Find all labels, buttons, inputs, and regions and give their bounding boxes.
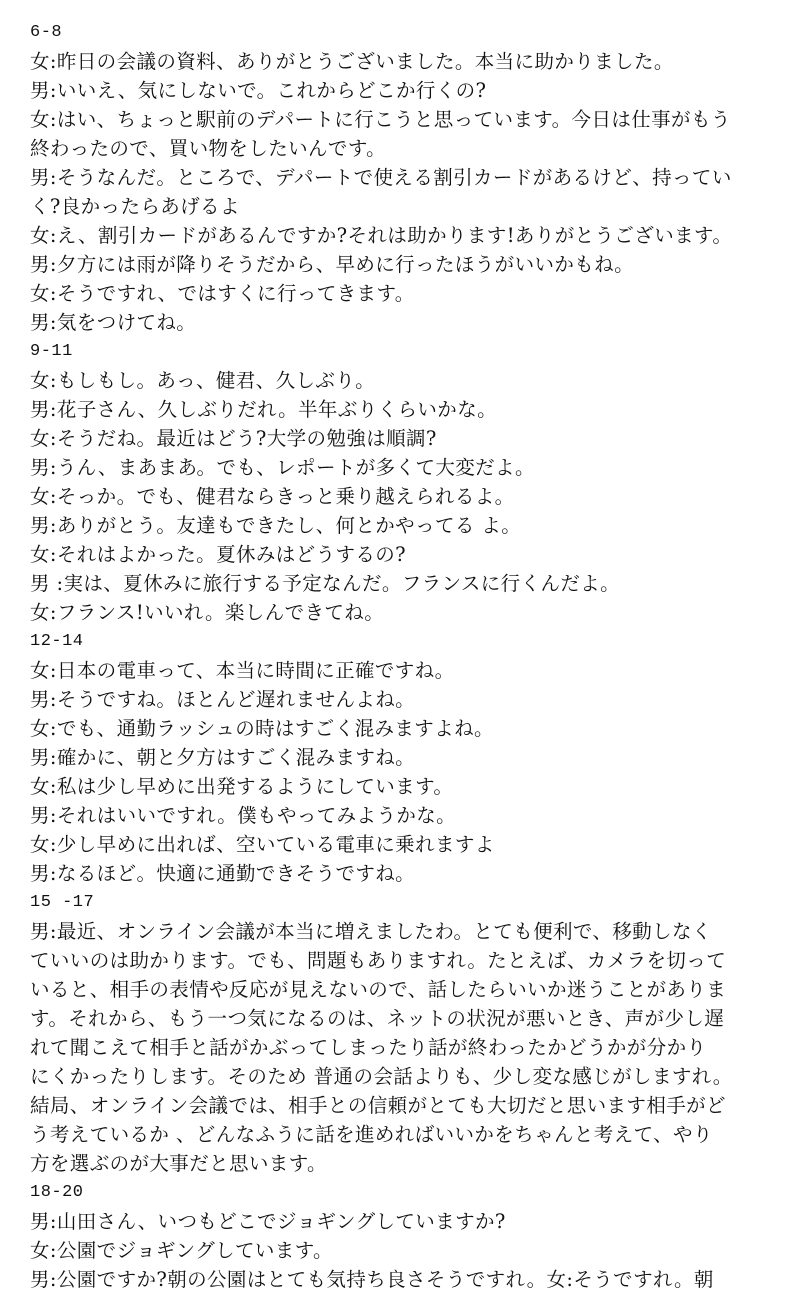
dialogue-line: 女:それはよかった。夏休みはどうするの? [30,543,407,566]
dialogue-line: 女:もしもし。あっ、健君、久しぶり。 [30,369,376,392]
dialogue-line: う考えているか 、どんなふうに話を進めればいいかをちゃんと考えて、やり [30,1123,713,1146]
dialogue-line: 女:日本の電車って、本当に時間に正確ですね。 [30,659,455,682]
dialogue-line: 女:昨日の会議の資料、ありがとうございました。本当に助かりました。 [30,50,674,73]
dialogue-line: 女:公園でジョギングしています。 [30,1239,333,1262]
dialogue-line: 男:気をつけてね。 [30,311,197,334]
dialogue-line: 男 :実は、夏休みに旅行する予定なんだ。フランスに行くんだよ。 [30,572,621,595]
dialogue-line: 女:私は少し早めに出発するようにしています。 [30,775,454,798]
dialogue-line: 女:そうですれ、ではすくに行ってきます。 [30,282,415,305]
dialogue-line: 女:フランス!いいれ。楽しんできてね。 [30,601,385,624]
dialogue-line: 女:え、割引カードがあるんですか?それは助かります!ありがとうございます。 [30,224,733,247]
dialogue-line: く?良かったらあげるよ [30,195,240,218]
dialogue-line: 女:はい、ちょっと駅前のデパートに行こうと思っています。今日は仕事がもう [30,108,731,131]
section-header: 9-11 [30,342,73,361]
dialogue-line: 女:そっか。でも、健君ならきっと乗り越えられるよ。 [30,485,515,508]
dialogue-line: 女:でも、通勤ラッシュの時はすごく混みますよね。 [30,717,494,740]
section-header: 18-20 [30,1183,84,1202]
dialogue-line: 男:いいえ、気にしないで。これからどこか行くの? [30,79,487,102]
dialogue-line: 男:そうですね。ほとんど遅れませんよね。 [30,688,416,711]
dialogue-line: 男:夕方には雨が降りそうだから、早めに行ったほうがいいかもね。 [30,253,634,276]
dialogue-line: 女:そうだね。最近はどう?大学の勉強は順調? [30,427,437,450]
dialogue-line: 男:それはいいですれ。僕もやってみようかな。 [30,804,457,827]
dialogue-line: 男:確かに、朝と夕方はすごく混みますね。 [30,746,416,769]
dialogue-line: 男:うん、まあまあ。でも、レポートが多くて大変だよ。 [30,456,535,479]
dialogue-line: 男:そうなんだ。ところで、デパートで使える割引カードがあるけど、持ってい [30,166,732,189]
dialogue-line: れて聞こえて相手と話がかぶってしまったり話が終わったかどうかが分かり [30,1036,707,1059]
section-header: 12-14 [30,632,84,651]
dialogue-line: 結局、オンライン会議では、相手との信頼がとても大切だと思います相手がど [30,1094,726,1117]
dialogue-line: 男:ありがとう。友達もできたし、何とかやってる よ。 [30,514,522,537]
dialogue-line: いると、相手の表情や反応が見えないので、話したらいいか迷うことがありま [30,978,727,1001]
dialogue-line: にくかったりします。そのため 普通の会話よりも、少し変な感じがしますれ。 [30,1065,733,1088]
dialogue-line: 男:花子さん、久しぶりだれ。半年ぶりくらいかな。 [30,398,498,421]
dialogue-line: 方を選ぶのが大事だと思います。 [30,1152,327,1175]
dialogue-line: 終わったので、買い物をしたいんです。 [30,137,387,160]
dialogue-line: 男:山田さん、いつもどこでジョギングしていますか? [30,1210,506,1233]
dialogue-line: 男:なるほど。快適に通勤できそうですね。 [30,862,416,885]
dialogue-line: 男:最近、オンライン会議が本当に増えましたわ。とても便利で、移動しなく [30,920,712,943]
dialogue-line: 男:公園ですか?朝の公園はとても気持ち良さそうですれ。女:そうですれ。朝 [30,1268,714,1291]
dialogue-line: ていいのは助かります。でも、問題もありますれ。たとえば、カメラを切って [30,949,727,972]
dialogue-line: す。それから、もう一つ気になるのは、ネットの状況が悪いとき、声が少し遅 [30,1007,725,1030]
dialogue-line: 女:少し早めに出れば、空いている電車に乗れますよ [30,833,495,856]
section-header: 15 -17 [30,893,95,912]
section-header: 6-8 [30,23,63,42]
